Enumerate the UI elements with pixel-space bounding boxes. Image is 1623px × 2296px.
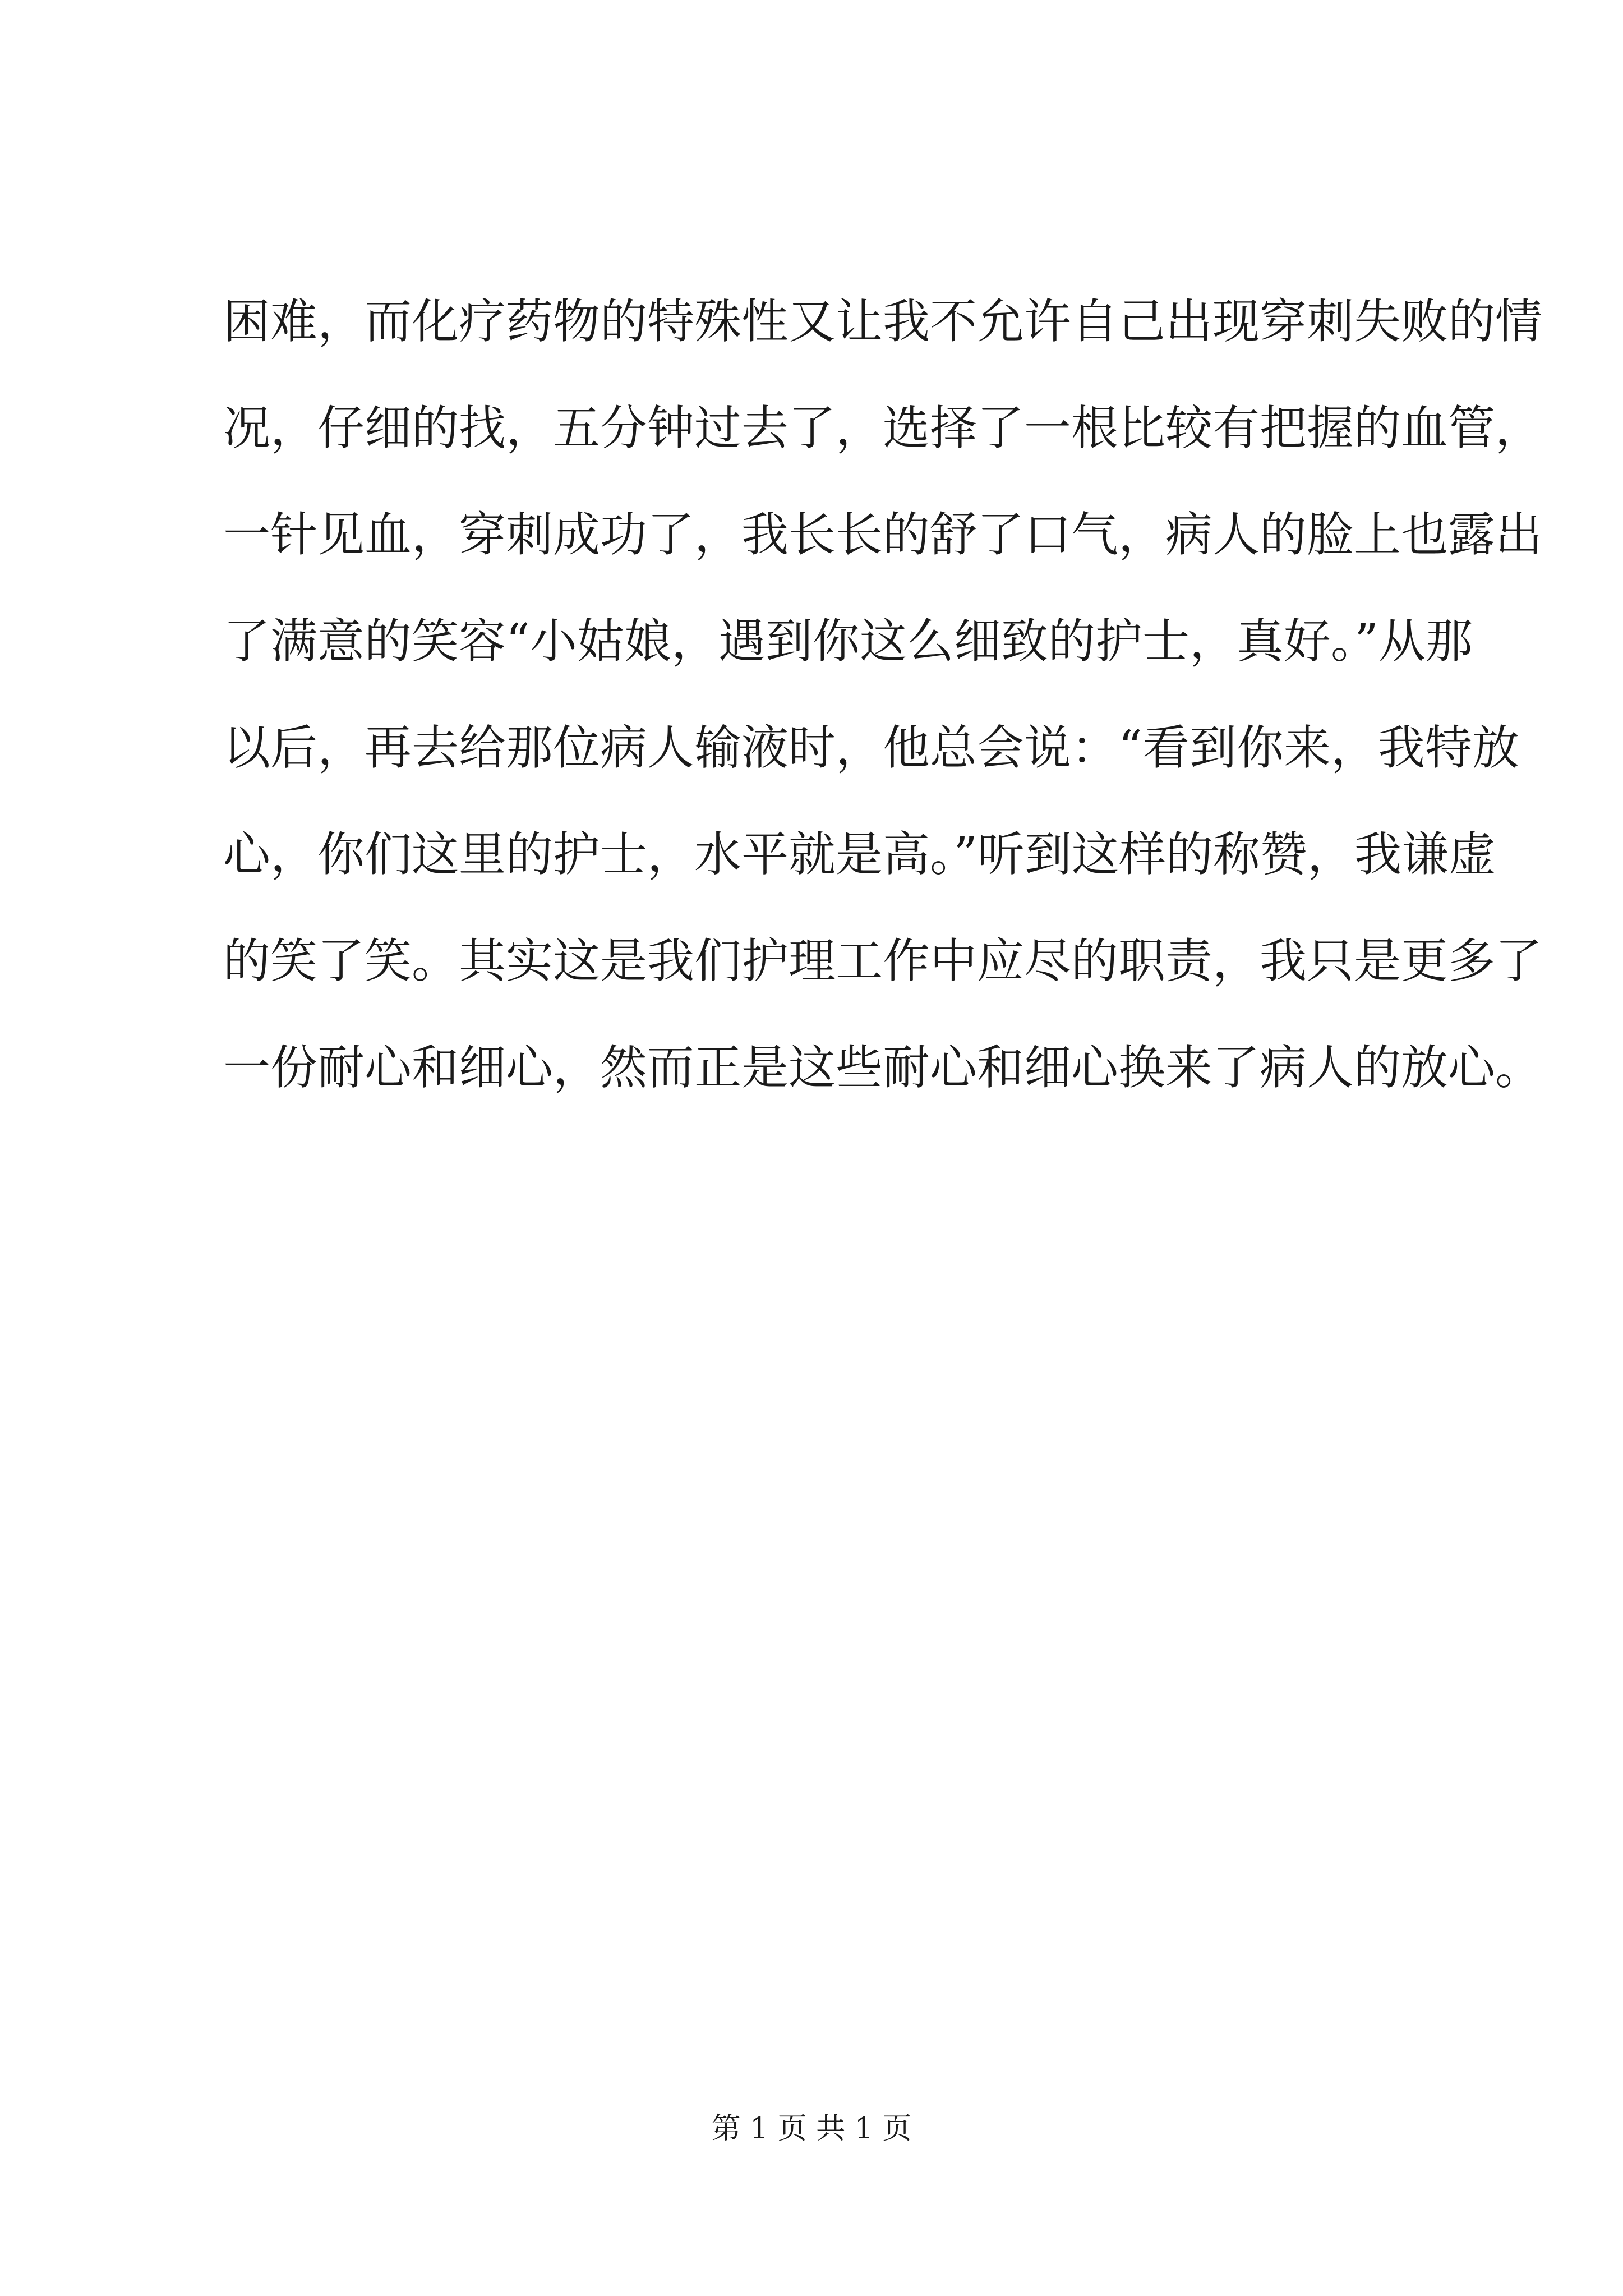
text-line: 的笑了笑。其实这是我们护理工作中应尽的职责，我只是更多了: [223, 933, 1543, 988]
body-paragraph: [223, 268, 1543, 1121]
page-number: 第 1 页 共 1 页: [711, 2112, 912, 2146]
page-footer: [0, 2109, 1623, 2148]
text-line: 心，你们这里的护士，水平就是高。”听到这样的称赞，我谦虚: [223, 827, 1496, 882]
text-line: 况，仔细的找，五分钟过去了，选择了一根比较有把握的血管，: [223, 401, 1543, 455]
text-line: 困难，而化疗药物的特殊性又让我不允许自己出现穿刺失败的情: [223, 294, 1543, 349]
text-line: 了满意的笑容“小姑娘，遇到你这么细致的护士，真好。”从那: [223, 614, 1473, 669]
text-line: 以后，再去给那位病人输液时，他总会说：“看到你来，我特放: [223, 720, 1519, 775]
text-line: 一针见血，穿刺成功了，我长长的舒了口气，病人的脸上也露出: [223, 507, 1543, 562]
text-line: 一份耐心和细心，然而正是这些耐心和细心换来了病人的放心。: [223, 1040, 1543, 1095]
